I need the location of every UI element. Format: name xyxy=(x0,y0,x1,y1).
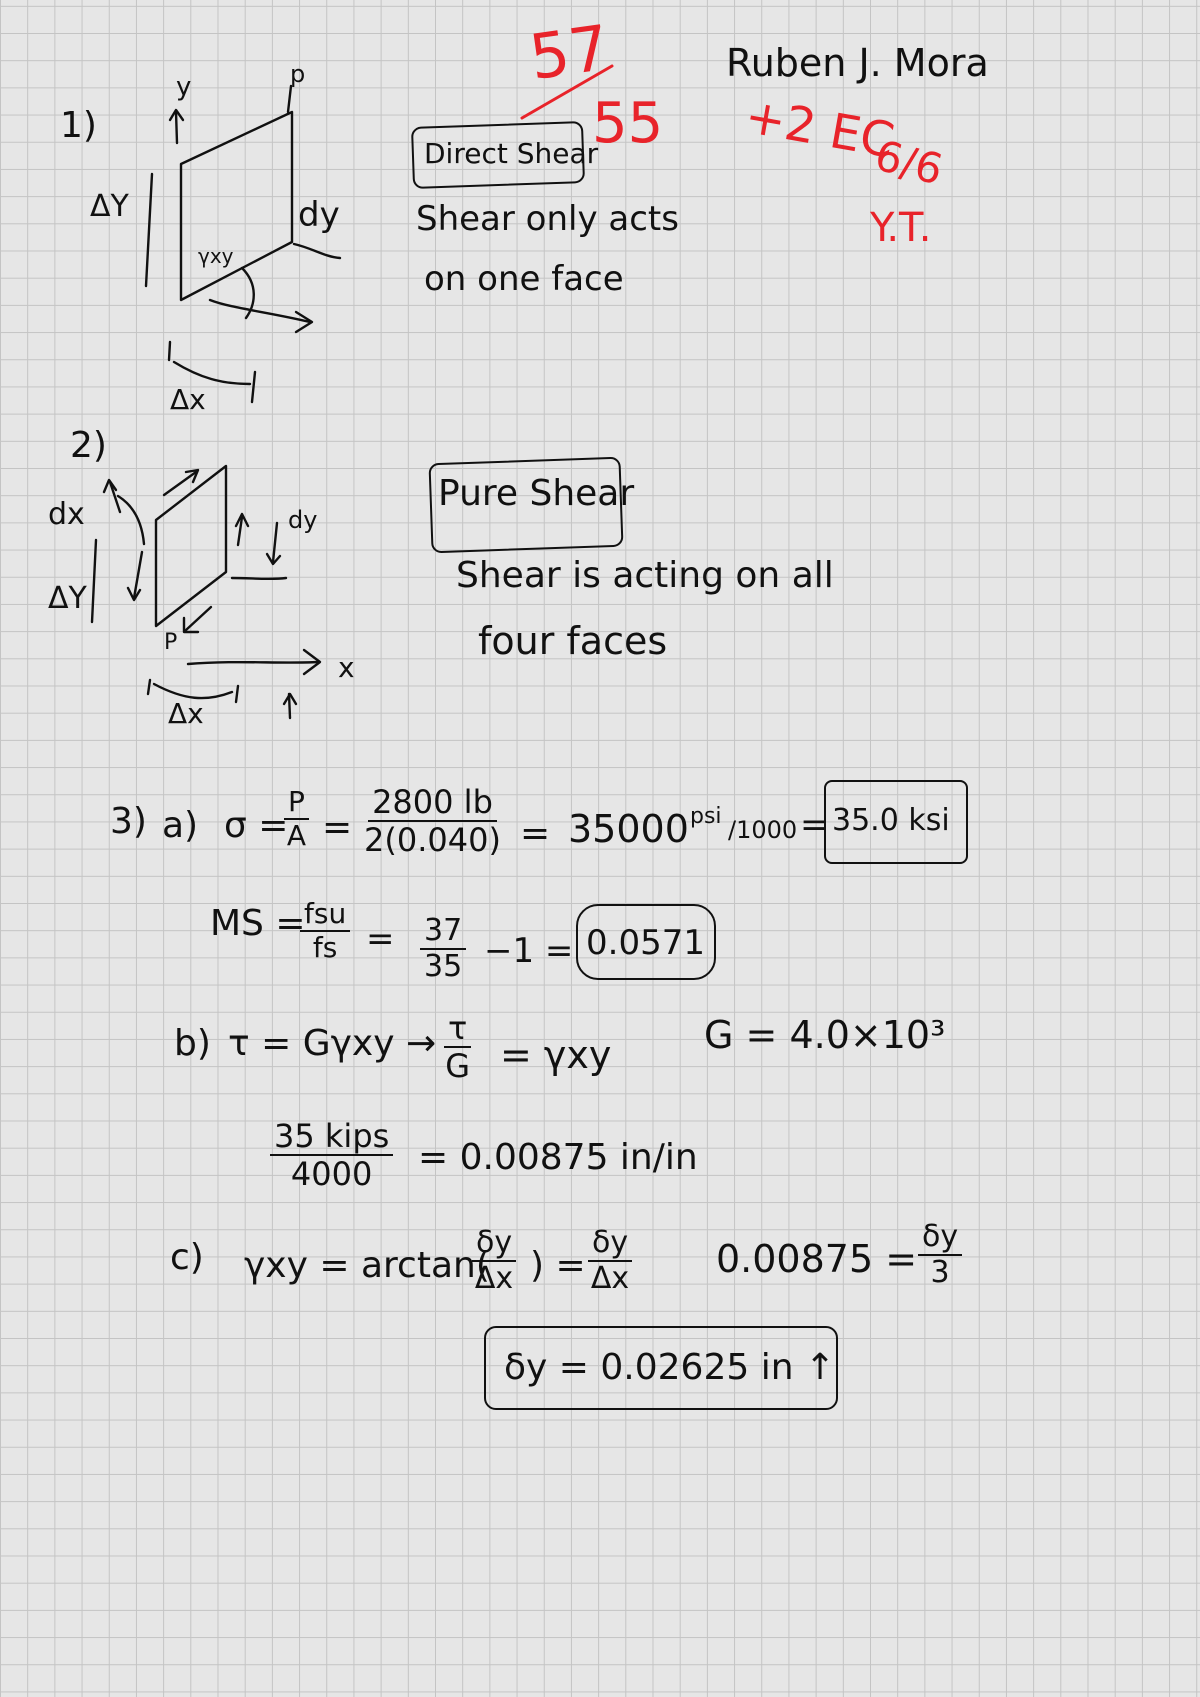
frac-numerator: 2800 lb xyxy=(368,786,497,822)
problem-2-number: 2) xyxy=(70,425,107,466)
frac-denominator: 3 xyxy=(930,1255,950,1290)
p2-delta-y-label: ΔY xyxy=(48,581,87,616)
ms-eq: = xyxy=(366,919,395,959)
p1-delta-x-label: Δx xyxy=(170,383,206,416)
problem-3-number: 3) xyxy=(110,801,147,842)
p1-p-label: p xyxy=(290,60,306,88)
part-a-lhs: σ = xyxy=(224,805,289,846)
frac-denominator: 2(0.040) xyxy=(364,821,501,859)
part-a-divide: /1000 xyxy=(728,816,798,844)
ms-frac-values xyxy=(420,913,466,984)
part-c-frac-displacement xyxy=(918,1219,962,1290)
frac-denominator: Δx xyxy=(590,1261,630,1296)
extra-credit-fraction: 6/6 xyxy=(870,130,948,195)
direct-shear-title: Direct Shear xyxy=(424,137,599,170)
part-c-frac-arctan xyxy=(472,1225,516,1296)
part-a-eq1: = xyxy=(322,807,353,848)
part-c-mid: ) = xyxy=(530,1245,586,1286)
part-b-frac-tau-g xyxy=(444,1009,471,1085)
ms-tail: −1 = xyxy=(484,931,574,971)
student-name: Ruben J. Mora xyxy=(726,41,989,85)
part-c-frac-small-angle xyxy=(588,1225,632,1296)
frac-numerator: P xyxy=(284,788,309,820)
part-c-value: 0.00875 = xyxy=(716,1237,918,1281)
p2-dy-label: dy xyxy=(288,506,318,534)
direct-shear-desc-2: on one face xyxy=(424,259,624,299)
frac-denominator: 4000 xyxy=(290,1155,373,1193)
frac-numerator: δy xyxy=(472,1228,516,1262)
p1-delta-y-label: ΔY xyxy=(90,189,129,224)
grade-total: 55 xyxy=(592,91,664,156)
ms-frac-strength xyxy=(300,897,350,964)
part-c-lhs: γxy = arctan( xyxy=(244,1245,490,1286)
frac-denominator: G xyxy=(445,1047,471,1085)
part-b-label: b) xyxy=(174,1023,211,1064)
frac-denominator: 35 xyxy=(424,949,463,984)
part-b-g-value: G = 4.0×10³ xyxy=(704,1013,946,1057)
part-a-psi-value: 35000 xyxy=(568,807,689,851)
direct-shear-desc-1: Shear only acts xyxy=(416,199,679,239)
pure-shear-desc-2: four faces xyxy=(478,619,668,663)
frac-numerator: 37 xyxy=(420,916,466,950)
part-c-answer: δy = 0.02625 in ↑ xyxy=(504,1347,836,1388)
frac-numerator: 35 kips xyxy=(270,1120,393,1156)
grader-initials: Y.T. xyxy=(870,205,932,251)
frac-numerator: τ xyxy=(444,1012,471,1048)
frac-numerator: δy xyxy=(918,1222,962,1256)
part-b-frac-stress-modulus xyxy=(270,1117,393,1193)
part-b-rhs: = γxy xyxy=(500,1033,612,1077)
part-c-label: c) xyxy=(170,1237,204,1278)
part-b-expression: τ = Gγxy → xyxy=(228,1023,437,1064)
part-a-frac-p-over-a xyxy=(284,785,309,852)
p1-dy-label: dy xyxy=(298,195,340,235)
part-a-label: a) xyxy=(162,805,199,846)
frac-denominator: fs xyxy=(312,931,338,964)
ms-answer: 0.0571 xyxy=(586,923,705,963)
p1-y-label: y xyxy=(176,72,192,102)
pure-shear-title: Pure Shear xyxy=(438,473,635,514)
p2-p-label: P xyxy=(164,630,178,655)
frac-numerator: δy xyxy=(588,1228,632,1262)
part-a-answer: 35.0 ksi xyxy=(832,803,950,838)
part-a-eq2: = xyxy=(520,813,551,854)
ms-lhs: MS = xyxy=(210,903,306,944)
pure-shear-desc-1: Shear is acting on all xyxy=(456,555,834,596)
grade-score: 57 xyxy=(525,10,614,95)
p2-dx-label: dx xyxy=(48,497,85,532)
p2-x-label: x xyxy=(338,651,355,684)
frac-denominator: A xyxy=(286,819,307,852)
frac-numerator: fsu xyxy=(300,900,350,932)
part-a-frac-load-area xyxy=(364,783,501,859)
part-a-psi-unit: psi xyxy=(690,804,722,829)
extra-credit: +2 EC xyxy=(740,88,899,170)
part-a-eq3: = xyxy=(800,805,829,845)
problem-1-number: 1) xyxy=(60,105,97,146)
p1-gamma-label: γxy xyxy=(198,244,234,268)
part-b-result: = 0.00875 in/in xyxy=(418,1137,698,1178)
p2-delta-x-label: Δx xyxy=(168,697,204,730)
frac-denominator: Δx xyxy=(474,1261,514,1296)
